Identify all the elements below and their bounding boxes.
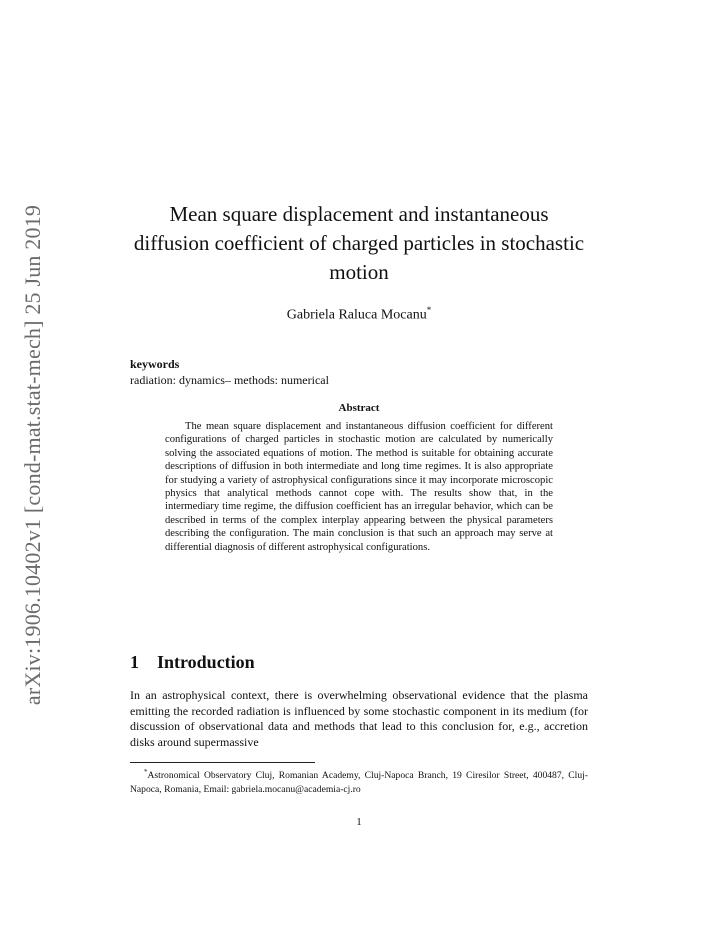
footnote-mark: *	[144, 768, 148, 776]
author-name: Gabriela Raluca Mocanu	[286, 307, 427, 323]
author-line	[130, 305, 588, 324]
author-footnote-mark: *	[426, 305, 432, 315]
footnote-text: Astronomical Observatory Cluj, Romanian Academy, Cluj-Napoca Branch, 19 Ciresilor Street, 400487, Cluj-Napoca, Romania, Email: gabriela.mocanu@academia-cj.ro	[130, 770, 588, 795]
keywords-heading: keywords	[130, 357, 180, 371]
footnote-rule	[130, 762, 315, 763]
section-number: 1	[130, 652, 139, 672]
abstract-heading: Abstract	[338, 402, 380, 414]
paper-title: Mean square displacement and instantaneous diffusion coefficient of charged particles in stochastic motion	[133, 202, 585, 284]
section-title: Introduction	[157, 652, 255, 672]
keywords-text: radiation: dynamics– methods: numerical	[130, 373, 329, 387]
author-affiliation-footnote	[130, 766, 588, 796]
section-heading-introduction	[130, 652, 255, 673]
introduction-paragraph: In an astrophysical context, there is overwhelming observational evidence that the plasma emitting the recorded radiation is influenced by some stochastic component in its medium (for discussion of observational data and methods that lead to this conclusion for, e.g., accretion disks around supermassive	[130, 688, 588, 749]
arxiv-identifier-stamp: arXiv:1906.10402v1 [cond-mat.stat-mech] 25 Jun 2019	[20, 204, 45, 706]
page-number: 1	[356, 816, 362, 828]
abstract-text: The mean square displacement and instantaneous diffusion coefficient for different configurations of charged particles in stochastic motion are calculated by numerically solving the associated equations of motion. The method is suitable for obtaining accurate descriptions of diffusion in both intermediate and long time regimes. It is also appropriate for studying a variety of astrophysical configurations since it may incorporate microscopic physics that analytical methods cannot cope with. The results show that, in the intermediary time regime, the diffusion coefficient has an irregular behavior, which can be described in terms of the complex interplay appearing between the physical parameters describing the configuration. The main conclusion is that such an approach may serve at differential diagnosis of different astrophysical configurations.	[165, 421, 553, 553]
